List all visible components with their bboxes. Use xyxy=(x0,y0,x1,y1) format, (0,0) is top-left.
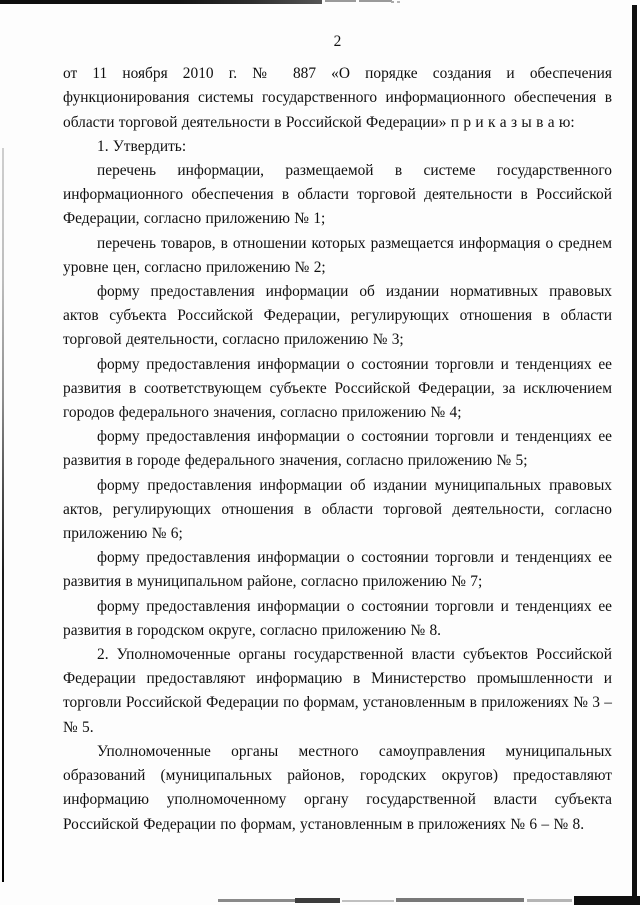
scan-artifact-left-edge xyxy=(2,148,4,882)
scan-artifact-bottom-edge-segment xyxy=(295,898,340,903)
scan-artifact-bottom-edge-segment xyxy=(342,900,394,902)
scan-artifact-top-edge-segment xyxy=(325,0,356,2)
scan-artifact-top-edge-segment xyxy=(359,0,392,2)
page-number: 2 xyxy=(333,33,342,50)
paragraph: форму предоставления информации о состоянии торговли и тенденциях ее развития в соответствующем субъекте Российской Федерации, за исключением городов федерального значения, согласно приложению № 4; xyxy=(63,355,612,422)
paragraph: форму предоставления информации об издании нормативных правовых актов субъекта Российской Федерации, регулирующих отношения в области торговой деятельности, согласно приложению № 3; xyxy=(63,283,612,349)
paragraph: форму предоставления информации о состоянии торговли и тенденциях ее развития в муниципальном районе, согласно приложению № 7; xyxy=(63,549,612,591)
paragraph: перечень информации, размещаемой в системе государственного информационного обеспечения в области торговой деятельности в Российской Федерации, согласно приложению № 1; xyxy=(63,162,612,228)
scan-artifact-bottom-edge-segment xyxy=(218,899,340,902)
paragraph: форму предоставления информации о состоянии торговли и тенденциях ее развития в городе федерального значения, согласно приложению № 5; xyxy=(63,428,612,470)
scan-artifact-bottom-edge-segment xyxy=(396,898,524,902)
paragraph: форму предоставления информации об издании муниципальных правовых актов, регулирующих отношения в области торговой деятельности, согласно приложению № 6; xyxy=(63,476,612,543)
paragraph: от 11 ноября 2010 г. № 887 «О порядке создания и обеспечения функционирования системы государственного информационного обеспечения в области торговой деятельности в Российской Федерации» п р и к а з ы в а ю: xyxy=(63,65,612,131)
scan-artifact-speck xyxy=(391,1,394,3)
paragraph: 2. Уполномоченные органы государственной власти субъектов Российской Федерации предоставляют информацию в Министерство промышленности и торговли Российской Федерации по формам, установленным в приложениях № 3 – № 5. xyxy=(63,646,612,736)
scan-artifact-speck xyxy=(397,1,400,3)
scan-artifact-top-edge xyxy=(0,0,322,4)
paragraph: 1. Утвердить: xyxy=(97,137,187,155)
paragraph: перечень товаров, в отношении которых размещается информация о среднем уровне цен, согласно приложению № 2; xyxy=(63,234,612,276)
paragraph: форму предоставления информации о состоянии торговли и тенденциях ее развития в городском округе, согласно приложению № 8. xyxy=(63,597,612,639)
scan-artifact-bottom-edge-segment xyxy=(527,899,572,902)
document-text-column xyxy=(63,30,612,837)
paragraph: Уполномоченные органы местного самоуправления муниципальных образований (муниципальных районов, городских округов) предоставляют информацию уполномоченному органу государственной власти субъекта Российской Федерации по формам, установленным в приложениях № 6 – № 8. xyxy=(63,742,612,833)
scan-artifact-bottom-edge-segment xyxy=(574,896,640,905)
scan-artifact-right-edge xyxy=(632,5,637,905)
